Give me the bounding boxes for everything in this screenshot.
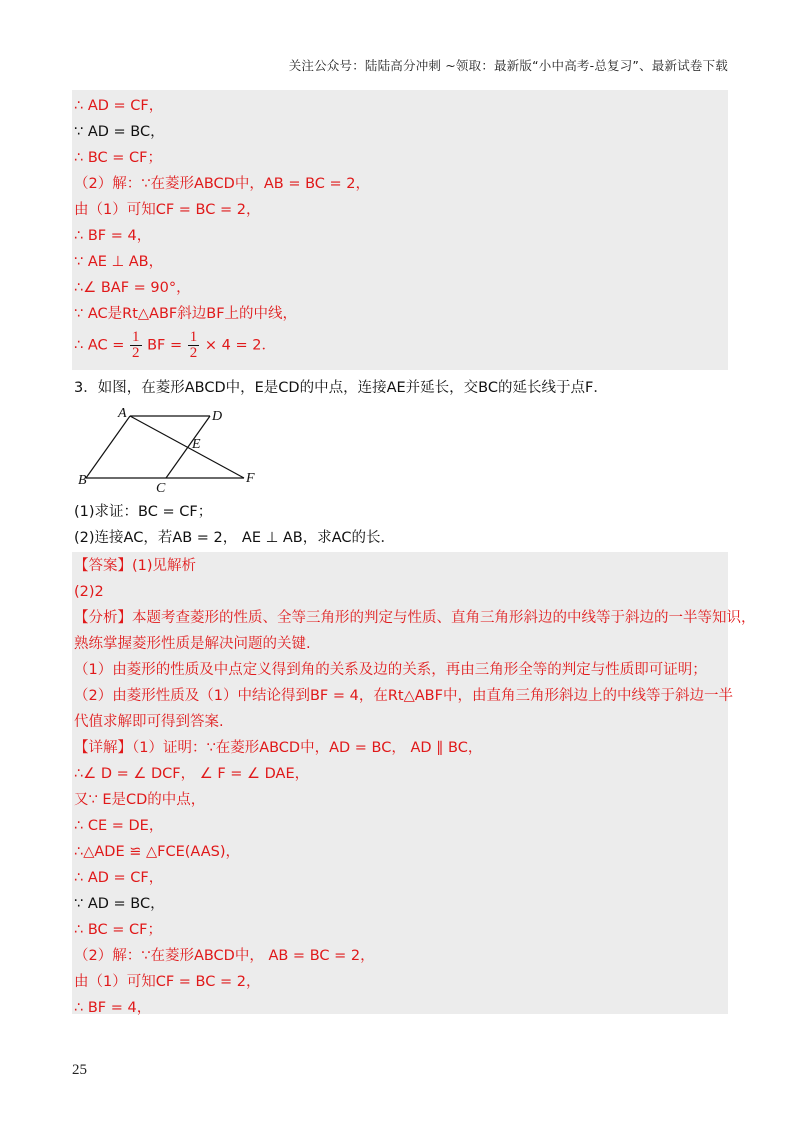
fraction-suffix: × 4 = 2． bbox=[204, 337, 276, 354]
fraction-denominator: 2 bbox=[189, 345, 198, 361]
analysis-line: 【分析】本题考查菱形的性质、全等三角形的判定与性质、直角三角形斜边的中线等于斜边的一半等知识， bbox=[74, 610, 756, 626]
detail-line: （2）解：∵在菱形ABCD中， AB = BC = 2， bbox=[74, 948, 375, 964]
proof-line: （2）解：∵在菱形ABCD中，AB = BC = 2， bbox=[74, 176, 370, 192]
proof-line: ∴ BC = CF； bbox=[74, 150, 162, 166]
fraction-numerator: 1 bbox=[189, 329, 198, 345]
rhombus-figure bbox=[74, 404, 274, 496]
analysis-line: 代值求解即可得到答案. bbox=[74, 714, 224, 730]
detail-line: 由（1）可知CF = BC = 2， bbox=[74, 974, 261, 990]
analysis-line: 熟练掌握菱形性质是解决问题的关键. bbox=[74, 636, 311, 652]
proof-line: ∴ BF = 4， bbox=[74, 228, 152, 244]
fraction-prefix: ∴ AC = bbox=[74, 337, 125, 354]
fraction-line bbox=[74, 330, 276, 370]
fraction-half bbox=[130, 330, 142, 361]
label-D: D bbox=[212, 409, 223, 424]
answer-line: 【答案】(1)见解析 bbox=[74, 558, 197, 574]
proof-line: ∵ AC是Rt△ABF斜边BF上的中线， bbox=[74, 306, 298, 322]
page-number: 25 bbox=[72, 1062, 87, 1078]
detail-line: ∴ BF = 4， bbox=[74, 1000, 152, 1016]
label-F: F bbox=[246, 471, 255, 486]
proof-line: 由（1）可知CF = BC = 2， bbox=[74, 202, 261, 218]
label-C: C bbox=[156, 481, 166, 496]
proof-line: ∵ AD = BC， bbox=[74, 124, 165, 140]
label-E: E bbox=[192, 437, 201, 452]
segment-AF bbox=[130, 416, 244, 478]
fraction-numerator: 1 bbox=[132, 329, 140, 345]
question-part-2: (2)连接AC，若AB = 2， AE ⊥ AB，求AC的长． bbox=[74, 530, 395, 546]
detail-line: ∴△ADE ≌ △FCE(AAS)， bbox=[74, 844, 241, 860]
detail-line: ∴∠ D = ∠ DCF， ∠ F = ∠ DAE， bbox=[74, 766, 310, 782]
question-part-1: (1)求证：BC = CF； bbox=[74, 504, 213, 520]
analysis-line: （2）由菱形性质及（1）中结论得到BF = 4，在Rt△ABF中，由直角三角形斜边上的中线等于斜边一半 bbox=[74, 688, 733, 704]
detail-line: ∴ AD = CF， bbox=[74, 870, 164, 886]
fraction-mid: BF = bbox=[147, 337, 183, 354]
detail-line: ∵ AD = BC， bbox=[74, 896, 165, 912]
detail-line: ∴ CE = DE， bbox=[74, 818, 164, 834]
analysis-line: （1）由菱形的性质及中点定义得到角的关系及边的关系，再由三角形全等的判定与性质即可证明； bbox=[74, 662, 707, 678]
detail-line: 又∵ E是CD的中点， bbox=[74, 792, 206, 808]
segment-AB bbox=[86, 416, 130, 478]
fraction-denominator: 2 bbox=[132, 345, 140, 361]
detail-line: ∴ BC = CF； bbox=[74, 922, 162, 938]
proof-line: ∴ AD = CF， bbox=[74, 98, 164, 114]
question-stem: 3．如图，在菱形ABCD中，E是CD的中点，连接AE并延长，交BC的延长线于点F． bbox=[74, 380, 608, 396]
solution-shade-top bbox=[72, 90, 728, 370]
page-header: 关注公众号：陆陆高分冲刺 ~领取：最新版“小中高考-总复习”、最新试卷下载 bbox=[288, 58, 728, 73]
label-B: B bbox=[78, 473, 87, 488]
proof-line: ∴∠ BAF = 90°， bbox=[74, 280, 191, 296]
label-A: A bbox=[118, 406, 127, 421]
proof-line: ∵ AE ⊥ AB， bbox=[74, 254, 164, 270]
fraction-half bbox=[188, 330, 200, 361]
detail-line: 【详解】（1）证明：∵在菱形ABCD中，AD = BC， AD ∥ BC， bbox=[74, 740, 483, 756]
answer-line: (2)2 bbox=[74, 584, 104, 600]
